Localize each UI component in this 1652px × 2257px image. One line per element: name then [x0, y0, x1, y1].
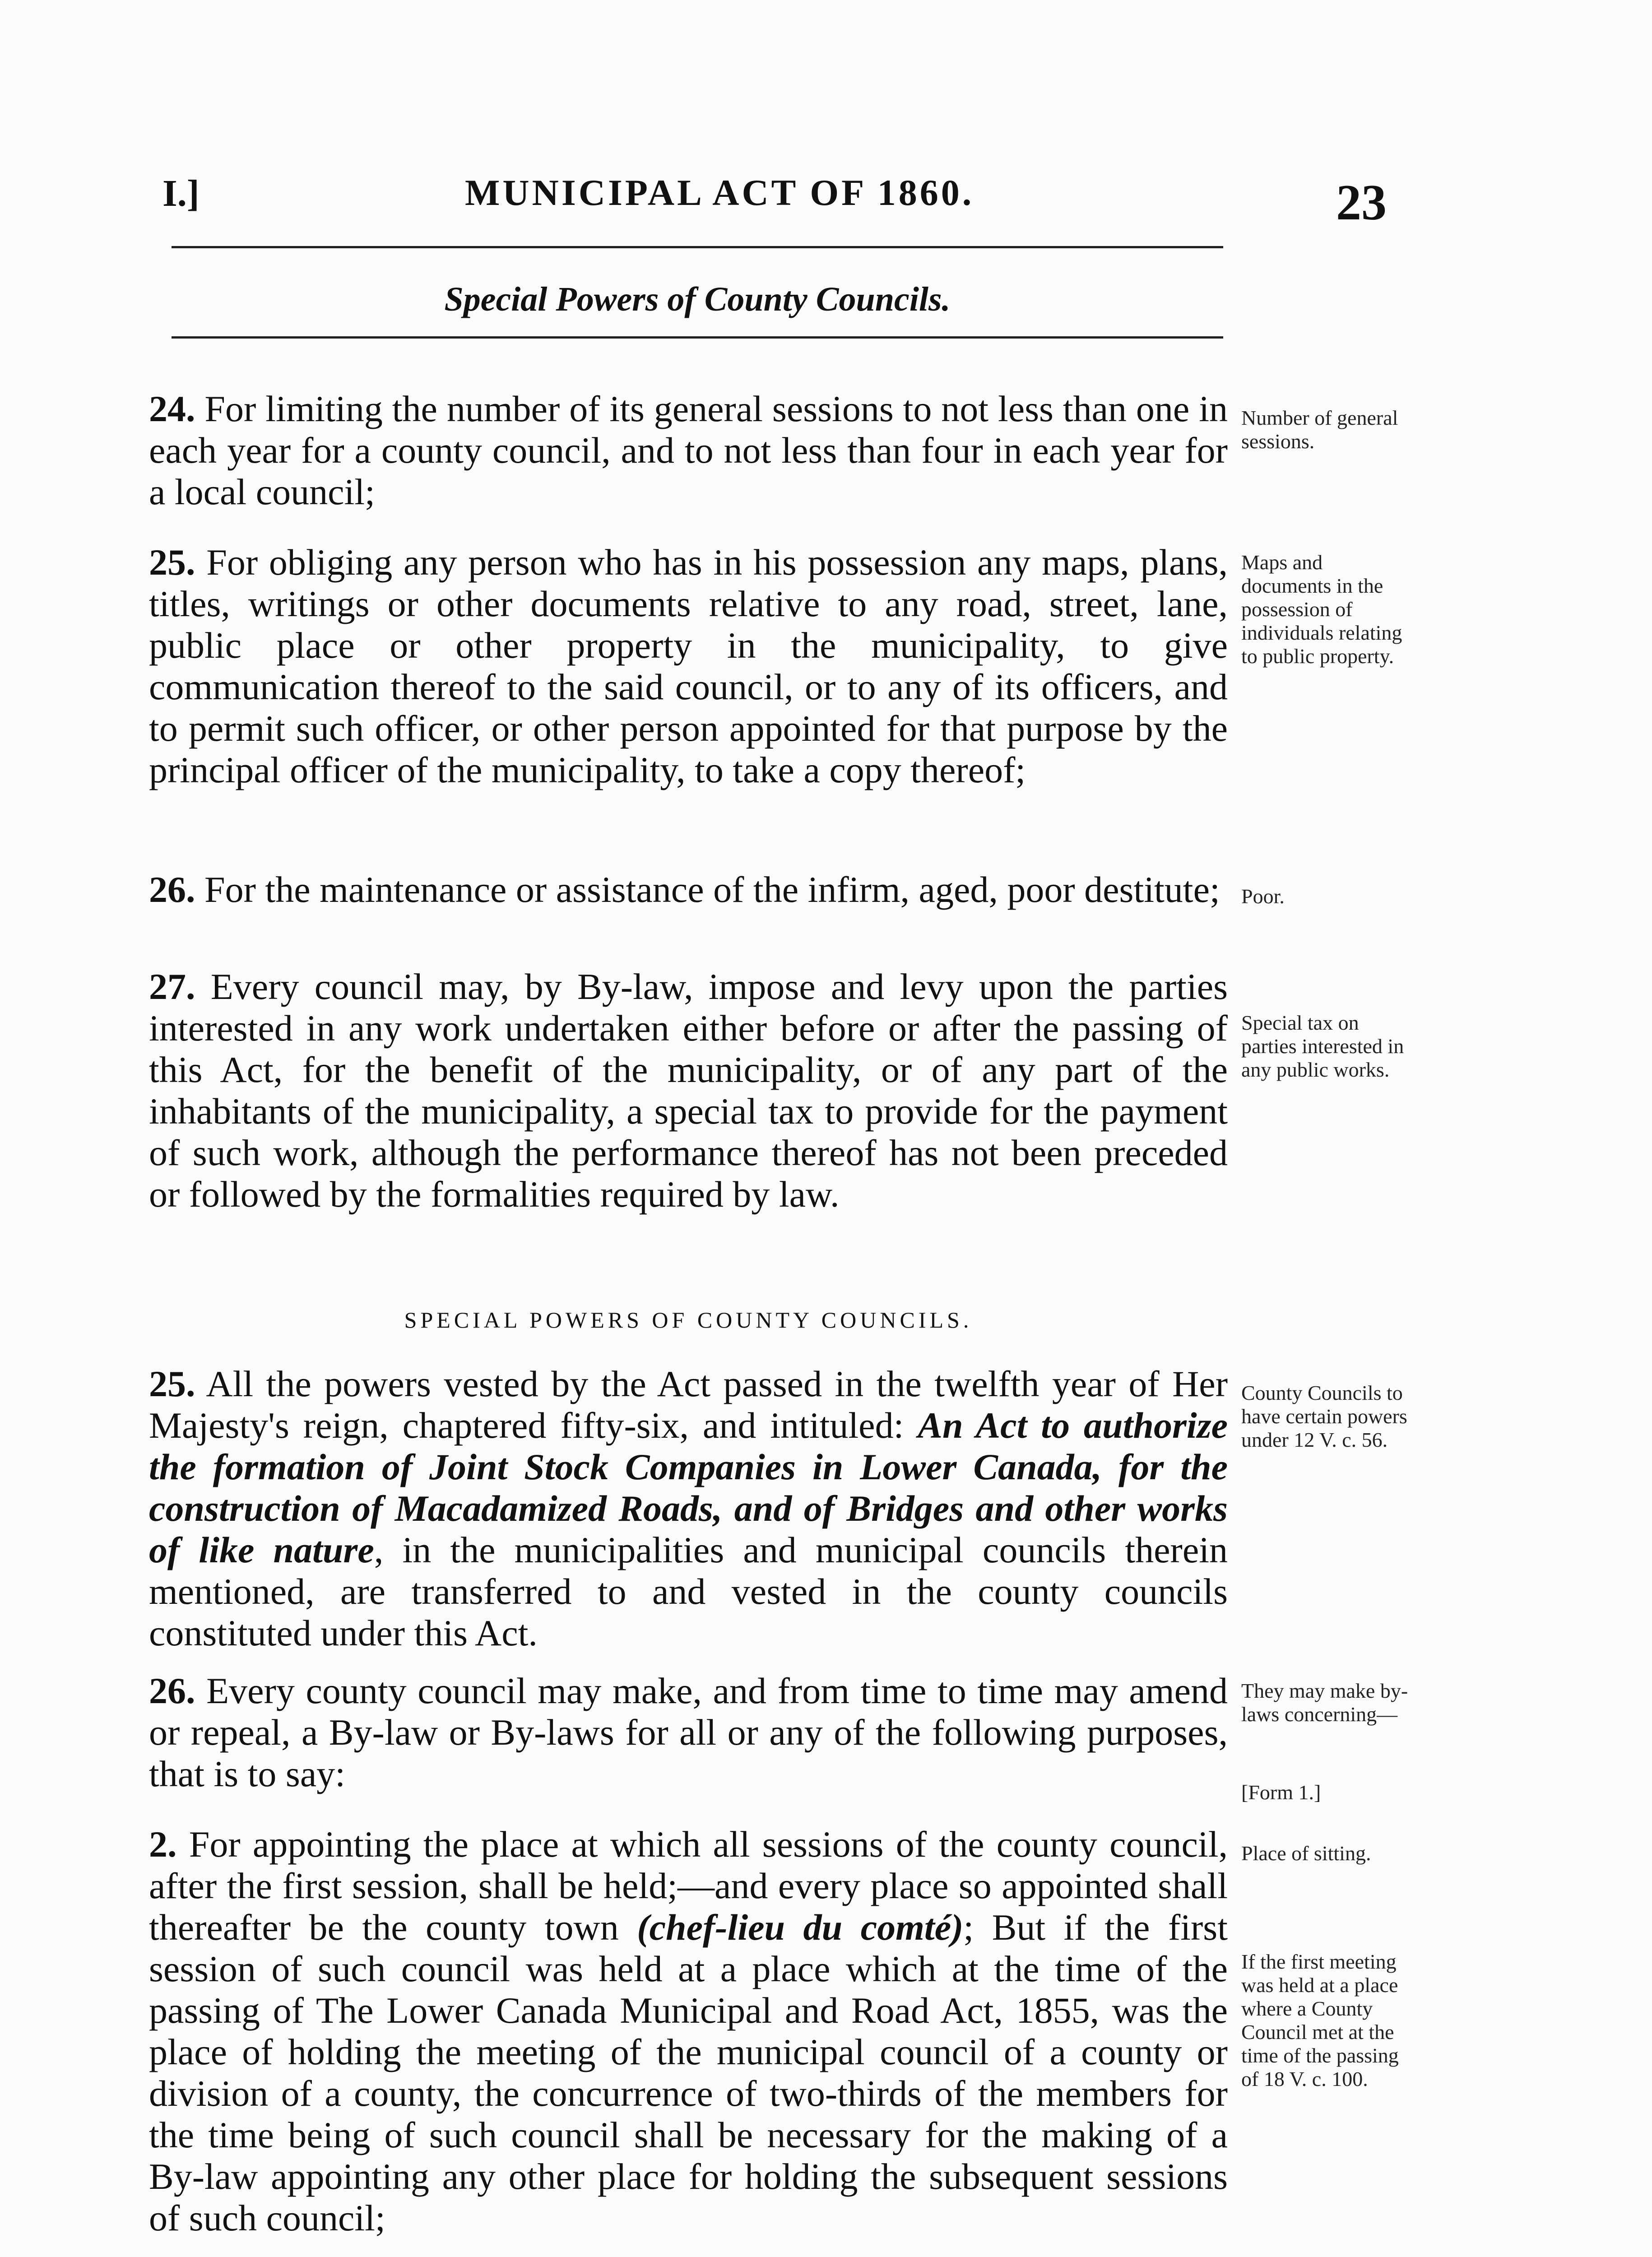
subsection-italic-term: (chef-lieu du comté) — [637, 1907, 964, 1948]
paragraph-24 — [149, 388, 1228, 513]
paragraph-number: 27. — [149, 966, 195, 1007]
header-rule-top — [172, 246, 1223, 248]
margin-note-sec25: County Councils to have certain powers under 12 V. c. 56. — [1241, 1381, 1407, 1451]
header-rule-bottom — [172, 336, 1223, 339]
paragraph-number: 25. — [149, 542, 195, 583]
paragraph-text: For obliging any person who has in his possession any maps, plans, titles, writings or other documents relative to any road, street, lane, public place or other property in the municipality, to give communication thereof to the said council, or to any of its officers, and to permit such officer, or other person appointed for that purpose by the principal officer of the municipality, to take a copy thereof; — [149, 542, 1228, 790]
paragraph-number: 26. — [149, 869, 195, 910]
subsection-number: 2. — [149, 1824, 177, 1865]
page-number: 23 — [1336, 175, 1387, 231]
paragraph-text: Every council may, by By-law, impose and levy upon the parties interested in any work undertaken either before or after the passing of this Act, for the benefit of the municipality, or of any part of the inhabitants of the municipality, a special tax to provide for the payment of such work, although the performance thereof has not been preceded or followed by the formalities required by law. — [149, 966, 1228, 1215]
section-26 — [149, 1670, 1228, 1795]
margin-note-sec26: They may make by-laws concerning— — [1241, 1679, 1408, 1726]
section-subhead: Special Powers of County Councils. — [444, 280, 951, 318]
paragraph-25 — [149, 542, 1228, 791]
margin-note-sub2-a: Place of sitting. — [1241, 1842, 1371, 1865]
subsection-text-pre: For appointing the place at which all sessions of the county council, after the first session, shall be held;—and every place so appointed shall thereafter be the county town — [149, 1824, 1228, 1948]
section-heading: SPECIAL POWERS OF COUNTY COUNCILS. — [404, 1307, 973, 1333]
subsection-2 — [149, 1824, 1228, 2239]
margin-note-24: Number of general sessions. — [1241, 406, 1398, 453]
margin-note-27: Special tax on parties interested in any public works. — [1241, 1011, 1404, 1081]
paragraph-26 — [149, 869, 1228, 910]
margin-note-25: Maps and documents in the possession of individuals relating to public property. — [1241, 551, 1402, 668]
chapter-marker: I.] — [162, 172, 200, 214]
paragraph-text: For limiting the number of its general sessions to not less than one in each year for a county council, and to not less than four in each year for a local council; — [149, 388, 1228, 512]
section-25 — [149, 1363, 1228, 1654]
section-text-post: , in the municipalities and municipal councils therein mentioned, are transferred to and vested in the county councils constituted under this Act. — [149, 1529, 1228, 1653]
section-number: 25. — [149, 1363, 195, 1404]
form-reference: [Form 1.] — [1241, 1781, 1321, 1804]
margin-note-26: Poor. — [1241, 885, 1285, 908]
paragraph-27 — [149, 966, 1228, 1215]
section-text: Every county council may make, and from time to time may amend or repeal, a By-law or By-laws for all or any of the following purposes, that is to say: — [149, 1670, 1228, 1794]
section-text-pre: All the powers vested by the Act passed in the twelfth year of Her Majesty's reign, chaptered fifty-six, and intituled: — [149, 1363, 1228, 1446]
subsection-text-post: ; But if the first session of such council was held at a place which at the time of the passing of The Lower Canada Municipal and Road Act, 1855, was the place of holding the meeting of the municipal council of a county or division of a county, the concurrence of two-thirds of the members for the time being of such council shall be necessary for the making of a By-law appointing any other place for holding the subsequent sessions of such council; — [149, 1907, 1228, 2238]
section-number: 26. — [149, 1670, 195, 1711]
act-title: An Act to authorize the formation of Joint Stock Companies in Lower Canada, for the construction of Macadamized Roads, and of Bridges and other works of like nature — [149, 1405, 1228, 1570]
paragraph-text: For the maintenance or assistance of the infirm, aged, poor destitute; — [195, 869, 1220, 910]
margin-note-sub2-b: If the first meeting was held at a place where a County Council met at the time of the passing of 18 V. c. 100. — [1241, 1950, 1399, 2090]
paragraph-number: 24. — [149, 388, 195, 429]
running-title: MUNICIPAL ACT OF 1860. — [465, 172, 974, 213]
